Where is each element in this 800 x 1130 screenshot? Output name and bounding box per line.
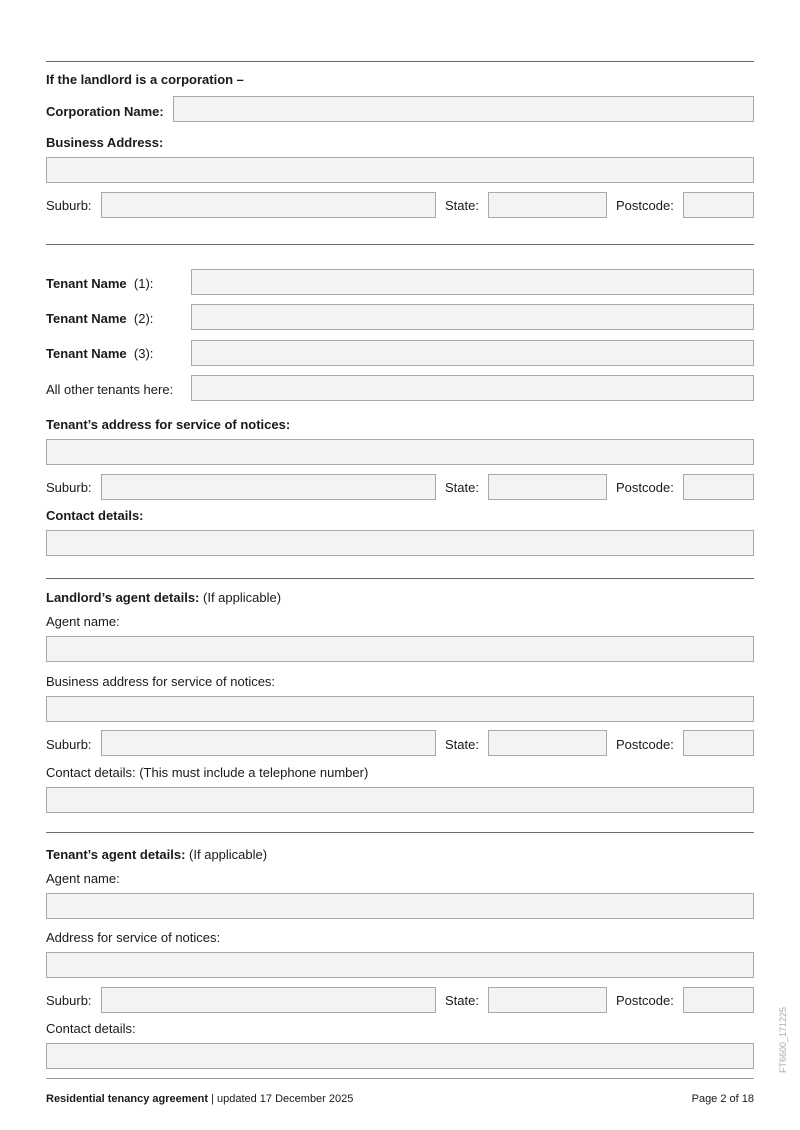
landlord-agent-contact-input[interactable] <box>46 787 754 813</box>
tenant-contact-input[interactable] <box>46 530 754 556</box>
tenant-name-1-input[interactable] <box>191 269 754 295</box>
landlord-agent-name-input[interactable] <box>46 636 754 662</box>
tenant-number: (3): <box>133 346 154 361</box>
tenant-agent-heading <box>46 847 267 863</box>
tenant-agent-heading-note: (If applicable) <box>189 847 268 862</box>
landlord-agent-state-input[interactable] <box>488 730 607 756</box>
tenant-agent-postcode-input[interactable] <box>683 987 754 1013</box>
business-address-input[interactable] <box>46 157 754 183</box>
footer-document-title: Residential tenancy agreement <box>46 1093 209 1105</box>
corporation-name-label: Corporation Name: <box>46 104 164 119</box>
tenant-postcode-input[interactable] <box>683 474 754 500</box>
tenant-name-3-label <box>46 346 153 362</box>
tenant-name-2-label <box>46 311 153 327</box>
corporation-suburb-input[interactable] <box>101 192 436 218</box>
landlord-agent-suburb-label: Suburb: <box>46 737 92 752</box>
footer-page-number: Page 2 of 18 <box>691 1093 754 1105</box>
divider <box>46 244 754 245</box>
footer-document-info <box>46 1092 353 1106</box>
landlord-agent-heading-note: (If applicable) <box>203 590 282 605</box>
landlord-agent-heading <box>46 590 281 606</box>
corporation-name-input[interactable] <box>173 96 754 122</box>
tenant-name-2-input[interactable] <box>191 304 754 330</box>
tenant-agent-heading-text: Tenant’s agent details: <box>46 847 186 862</box>
divider <box>46 832 754 833</box>
landlord-agent-name-label: Agent name: <box>46 614 120 629</box>
tenant-name-3-input[interactable] <box>191 340 754 366</box>
tenant-name-text: Tenant Name <box>46 346 127 361</box>
tenant-agent-address-label: Address for service of notices: <box>46 930 221 945</box>
tenant-agent-contact-input[interactable] <box>46 1043 754 1069</box>
tenant-agent-state-input[interactable] <box>488 987 607 1013</box>
footer-updated-date: | updated 17 December 2025 <box>211 1093 354 1105</box>
tenant-state-label: State: <box>445 480 479 495</box>
corporation-heading: If the landlord is a corporation – <box>46 72 244 87</box>
tenant-agent-contact-label: Contact details: <box>46 1021 136 1036</box>
tenant-agent-address-input[interactable] <box>46 952 754 978</box>
landlord-agent-contact-label: Contact details: (This must include a telephone number) <box>46 765 369 780</box>
tenant-name-text: Tenant Name <box>46 276 127 291</box>
other-tenants-input[interactable] <box>191 375 754 401</box>
landlord-agent-heading-text: Landlord’s agent details: <box>46 590 200 605</box>
tenant-number: (2): <box>133 311 154 326</box>
tenant-agent-suburb-input[interactable] <box>101 987 436 1013</box>
tenant-suburb-input[interactable] <box>101 474 436 500</box>
landlord-agent-postcode-input[interactable] <box>683 730 754 756</box>
tenant-suburb-label: Suburb: <box>46 480 92 495</box>
corporation-state-input[interactable] <box>488 192 607 218</box>
tenant-contact-label: Contact details: <box>46 508 144 523</box>
corporation-suburb-label: Suburb: <box>46 198 92 213</box>
tenant-agent-name-label: Agent name: <box>46 871 120 886</box>
divider <box>46 578 754 579</box>
divider <box>46 61 754 62</box>
tenant-name-1-label <box>46 276 153 292</box>
business-address-label: Business Address: <box>46 135 164 150</box>
tenant-state-input[interactable] <box>488 474 607 500</box>
tenant-agent-suburb-label: Suburb: <box>46 993 92 1008</box>
tenant-address-label: Tenant’s address for service of notices: <box>46 417 291 432</box>
footer-divider <box>46 1078 754 1079</box>
tenant-number: (1): <box>133 276 154 291</box>
landlord-agent-address-input[interactable] <box>46 696 754 722</box>
landlord-agent-postcode-label: Postcode: <box>616 737 674 752</box>
landlord-agent-state-label: State: <box>445 737 479 752</box>
tenant-agent-state-label: State: <box>445 993 479 1008</box>
tenant-postcode-label: Postcode: <box>616 480 674 495</box>
landlord-agent-address-label: Business address for service of notices: <box>46 674 276 689</box>
corporation-state-label: State: <box>445 198 479 213</box>
tenant-agent-postcode-label: Postcode: <box>616 993 674 1008</box>
corporation-postcode-input[interactable] <box>683 192 754 218</box>
tenant-address-input[interactable] <box>46 439 754 465</box>
landlord-agent-suburb-input[interactable] <box>101 730 436 756</box>
tenant-agent-name-input[interactable] <box>46 893 754 919</box>
tenant-name-text: Tenant Name <box>46 311 127 326</box>
form-code: FT6600_171225 <box>778 1006 788 1074</box>
other-tenants-label: All other tenants here: <box>46 382 174 397</box>
corporation-postcode-label: Postcode: <box>616 198 674 213</box>
